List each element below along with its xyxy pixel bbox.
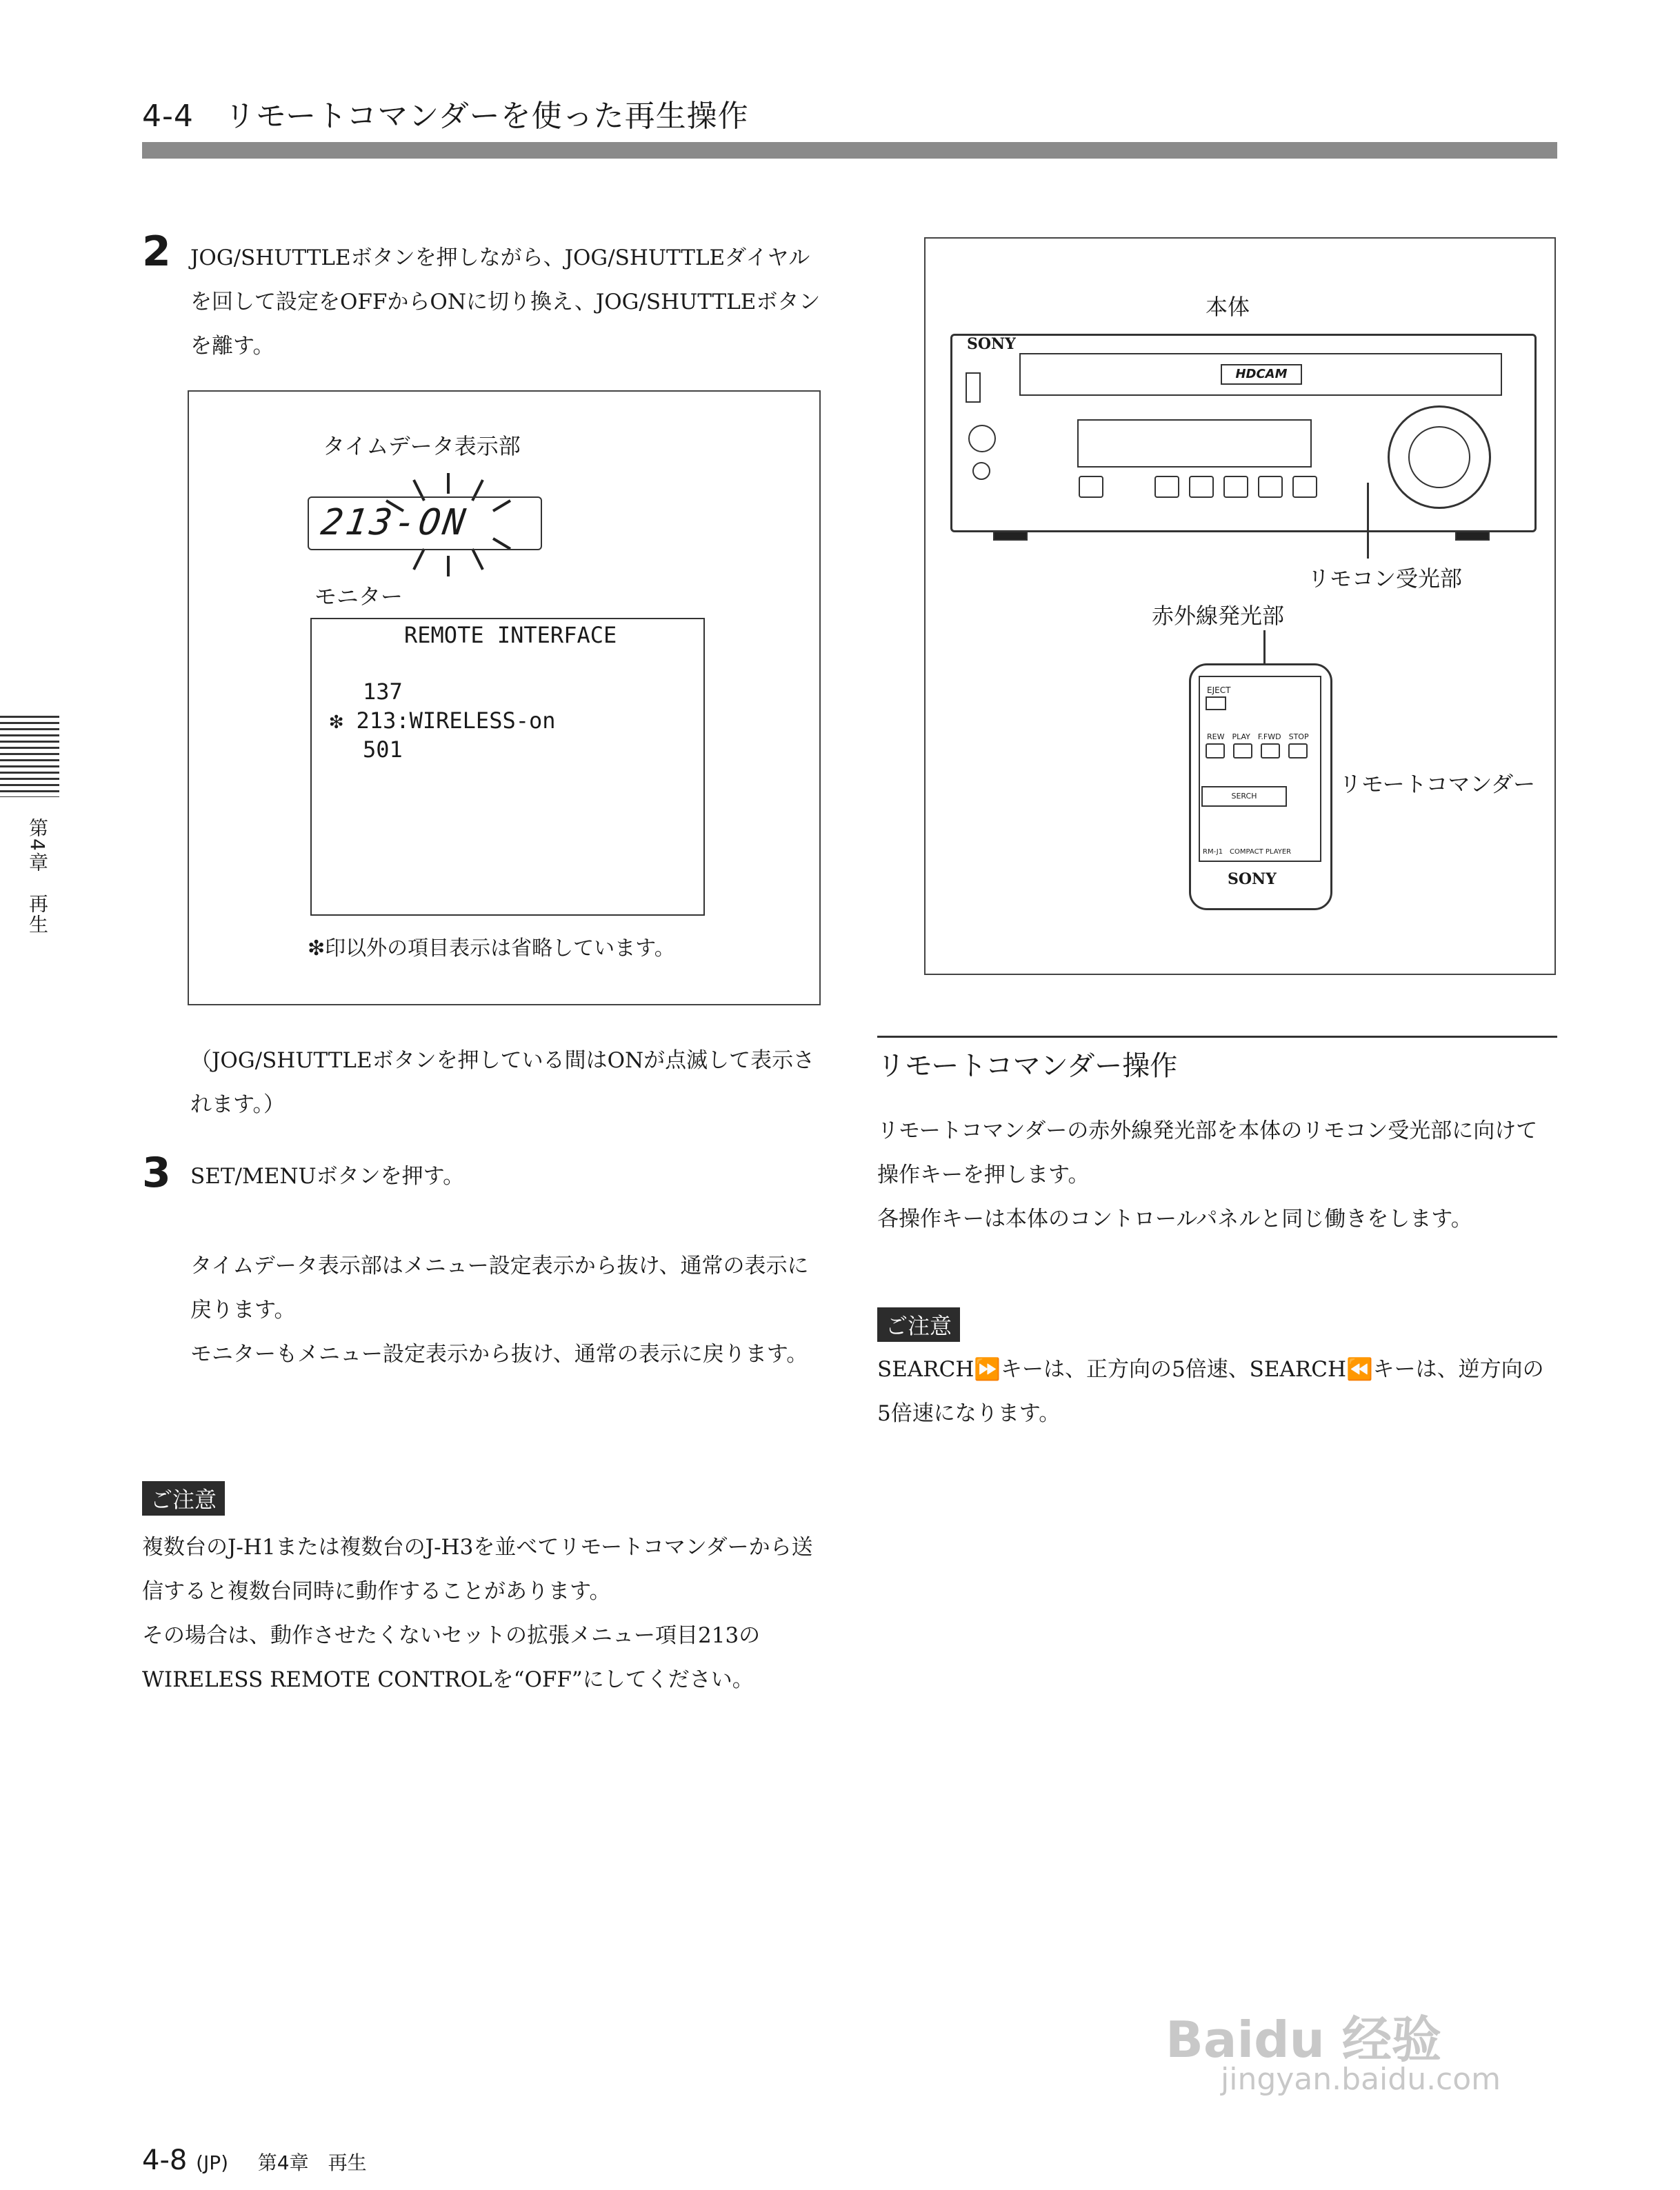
power-switch-icon <box>966 372 981 403</box>
monitor-screen <box>310 618 705 916</box>
step-2-after-text: （JOG/SHUTTLEボタンを押している間はONが点滅して表示されます。） <box>190 1048 815 1117</box>
caution-label: ご注意 <box>877 1307 960 1342</box>
chapter-tab-lines <box>0 716 59 797</box>
monitor-line: 501 <box>363 736 403 763</box>
timedata-label: タイムデータ表示部 <box>323 433 521 459</box>
remote-eject-icon <box>1206 696 1226 710</box>
remote-ffwd-icon <box>1261 743 1280 759</box>
remote-stop-icon <box>1288 743 1308 759</box>
caution-text: 複数台のJ-H1または複数台のJ-H3を並べてリモートコマンダーから送信すると複数台同時に動作することがあります。 その場合は、動作させたくないセットの拡張メニュー項目213のWIRELESS REMOTE CONTROLを“OFF”にしてください。 <box>142 1535 813 1692</box>
watermark-url: jingyan.baidu.com <box>1221 2062 1501 2097</box>
monitor-label: モニター <box>314 583 403 610</box>
eject-button-icon <box>1079 476 1103 498</box>
remote-commander-label: リモートコマンダー <box>1339 771 1536 797</box>
caution-label: ご注意 <box>142 1481 225 1516</box>
page-footer <box>142 2144 367 2176</box>
lcd-value: 213-ON <box>318 502 471 543</box>
stop-button-icon <box>1258 476 1283 498</box>
ffwd-button-icon <box>1223 476 1248 498</box>
level-knob-icon <box>968 425 996 452</box>
remote-play-icon <box>1233 743 1252 759</box>
deck-control-buttons <box>1079 476 1327 498</box>
ir-emitter-label: 赤外線発光部 <box>1152 603 1285 629</box>
monitor-line: 137 <box>363 679 403 705</box>
monitor-title: REMOTE INTERFACE <box>404 622 617 648</box>
remote-search-buttons: SERCH <box>1201 786 1287 807</box>
footer-chapter: 第4章 再生 <box>257 2151 367 2174</box>
ir-receiver-label: リモコン受光部 <box>1308 565 1463 592</box>
monitor-line: ❇ 213:WIRELESS-on <box>330 707 556 734</box>
ir-receiver-pointer <box>1367 483 1369 559</box>
remote-eject-label: EJECT <box>1207 685 1231 695</box>
page-lang: (JP) <box>196 2151 229 2174</box>
rew-button-icon <box>1154 476 1179 498</box>
step-3-text: SET/MENUボタンを押す。 <box>190 1164 465 1189</box>
remote-rew-icon <box>1206 743 1225 759</box>
remote-model: RM-J1 COMPACT PLAYER <box>1203 848 1292 856</box>
section-rule <box>877 1036 1557 1038</box>
figure-note: ❇印以外の項目表示は省略しています。 <box>308 936 675 961</box>
remote-button-labels: REW PLAY F.FWD STOP <box>1207 732 1309 741</box>
deck-foot <box>993 531 1028 541</box>
step-3-number: 3 <box>142 1149 171 1197</box>
ir-emitter-pointer <box>1263 630 1266 663</box>
deck-format-badge: HDCAM <box>1221 364 1302 385</box>
section-title: リモートコマンダー操作 <box>877 1050 1178 1082</box>
header-rule <box>142 142 1557 159</box>
deck-brand: SONY <box>967 335 1016 353</box>
step-3-detail: タイムデータ表示部はメニュー設定表示から抜け、通常の表示に戻ります。 モニターもメニュー設定表示から抜け、通常の表示に戻ります。 <box>190 1254 809 1367</box>
standby-button-icon <box>1292 476 1317 498</box>
jog-dial-inner-icon <box>1408 426 1470 488</box>
page-title: 4-4 リモートコマンダーを使った再生操作 <box>142 99 749 134</box>
chapter-tab-text: 第4章 再生 <box>26 818 49 935</box>
caution-text: SEARCH⏩キーは、正方向の5倍速、SEARCH⏪キーは、逆方向の5倍速になります。 <box>877 1357 1544 1426</box>
deck-display-panel <box>1077 419 1312 468</box>
page-number: 4-8 <box>142 2144 188 2176</box>
step-2-text: JOG/SHUTTLEボタンを押しながら、JOG/SHUTTLEダイヤルを回して設定をOFFからONに切り換え、JOG/SHUTTLEボタンを離す。 <box>190 245 821 359</box>
play-button-icon <box>1189 476 1214 498</box>
step-2-number: 2 <box>142 228 171 276</box>
watermark-logo: Baidu 经验 <box>1166 2011 1442 2069</box>
main-unit-label: 本体 <box>1206 294 1250 320</box>
phones-jack-icon <box>972 462 990 480</box>
section-text: リモートコマンダーの赤外線発光部を本体のリモコン受光部に向けて操作キーを押します。 各操作キーは本体のコントロールパネルと同じ働きをします。 <box>877 1118 1538 1232</box>
remote-brand: SONY <box>1228 870 1277 888</box>
deck-foot <box>1455 531 1490 541</box>
